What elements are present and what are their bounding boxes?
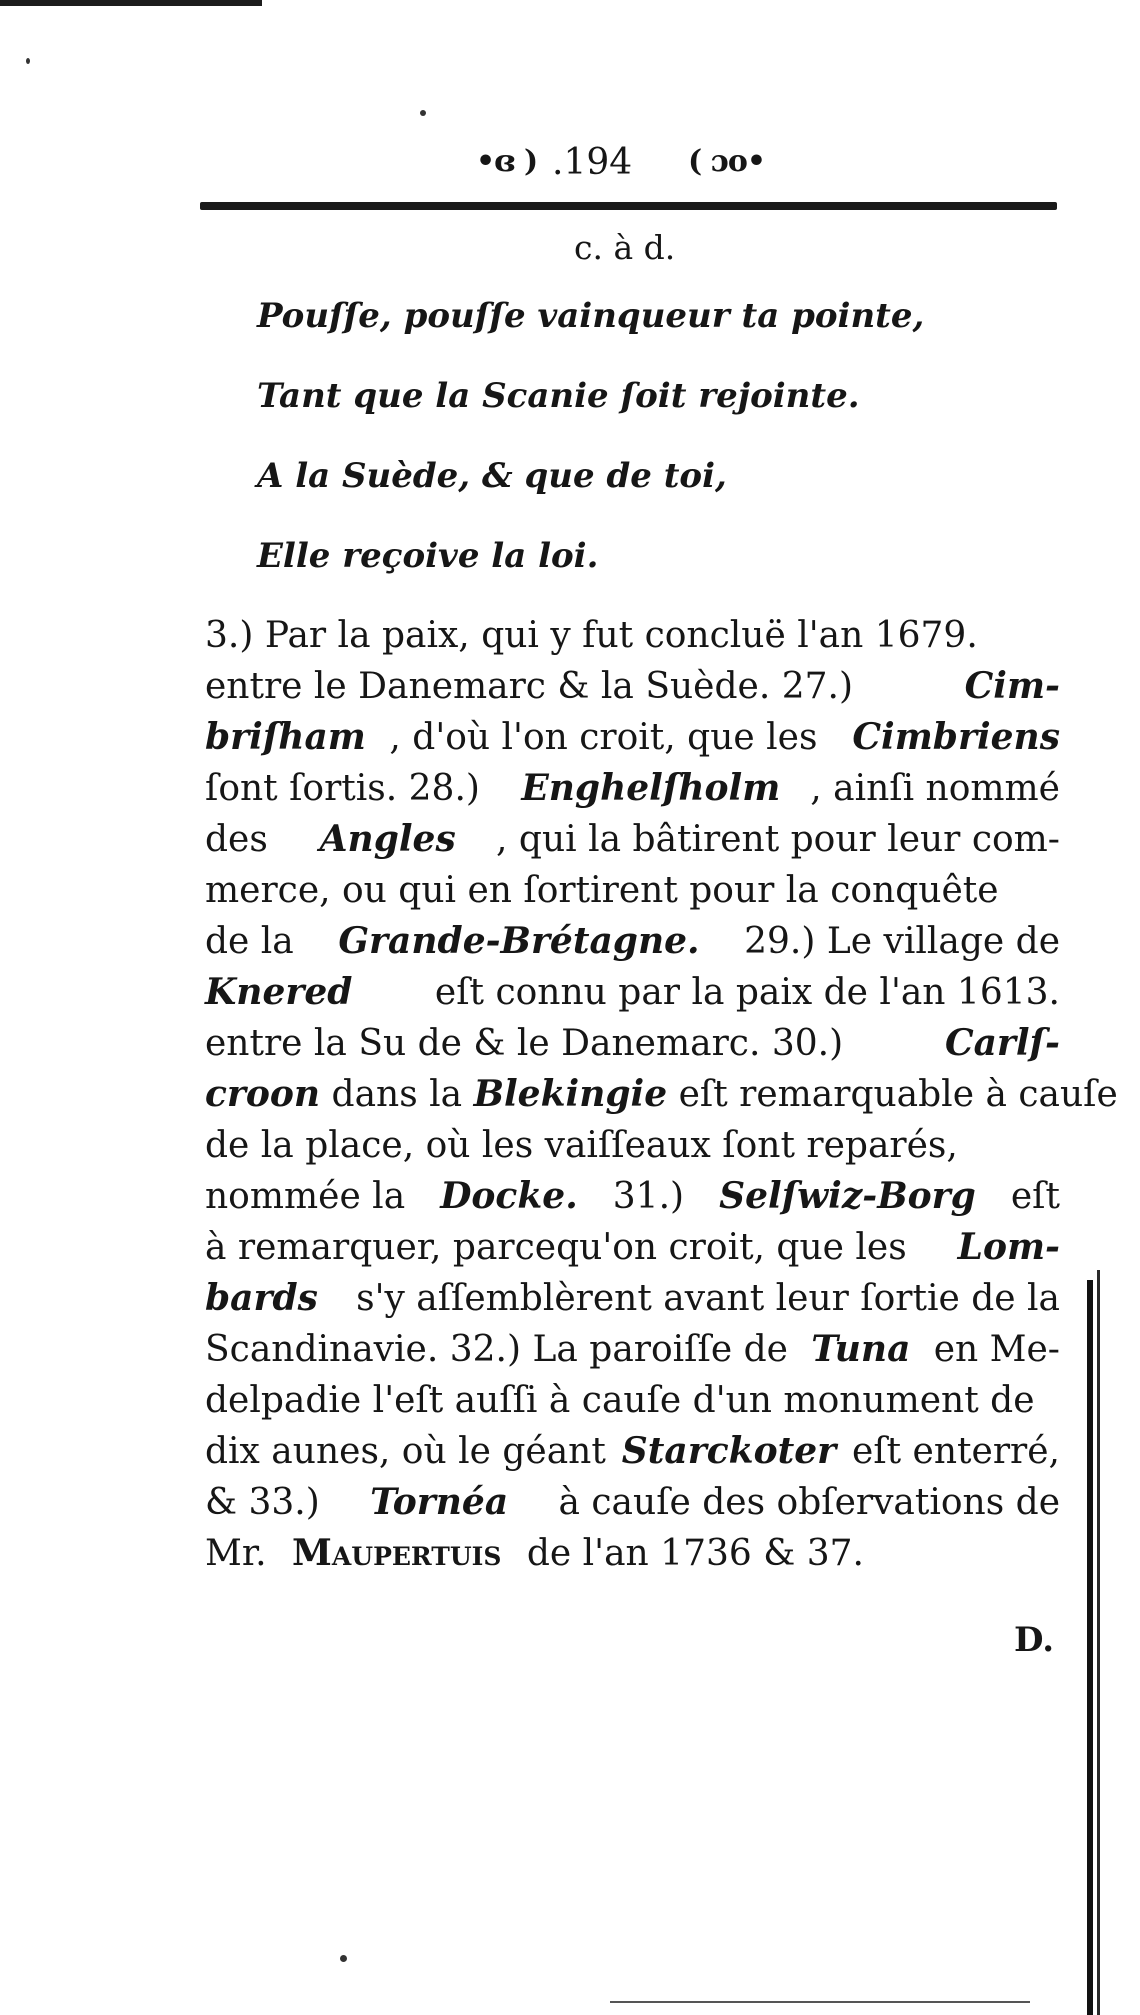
ink-speck: [340, 1955, 347, 1962]
text-line: [205, 916, 1060, 967]
italic-term: croon: [205, 1073, 321, 1115]
verse-line: Tant que la Scanie ſoit rejointe.: [257, 376, 860, 416]
text-run: Scandinavie. 32.) La paroiſſe de: [205, 1329, 800, 1370]
text-line: [205, 1018, 1060, 1069]
text-run: à remarquer, parcequ'on croit, que les: [205, 1227, 919, 1268]
ink-speck: [26, 58, 30, 64]
text-run: eſt connu par la paix de l'an 1613.: [423, 972, 1060, 1013]
text-line: [205, 814, 1060, 865]
binding-shadow-inner: [1097, 1270, 1100, 2015]
catchword: D.: [1014, 1620, 1055, 1660]
verse-line: Pouſſe, pouſſe vainqueur ta pointe,: [257, 296, 925, 336]
text-line: [205, 1426, 1060, 1477]
text-line: [205, 1222, 1060, 1273]
italic-term: Angles: [319, 818, 456, 860]
header-ornament-right: ( ɔo•: [688, 144, 766, 179]
text-line: [205, 1120, 1060, 1171]
text-line: [205, 1324, 1060, 1375]
text-line: [205, 1171, 1060, 1222]
italic-term: Carlſ-: [944, 1022, 1060, 1064]
italic-term: Grande-Brétagne.: [338, 920, 700, 962]
text-run: delpadie l'eſt auſſi à cauſe d'un monument de: [205, 1380, 1035, 1421]
text-run: s'y aſſemblèrent avant leur ſortie de la: [344, 1278, 1060, 1319]
ink-speck: [420, 110, 426, 116]
text-line: [205, 1477, 1060, 1528]
text-line: [205, 967, 1060, 1018]
text-run: entre la Su de & le Danemarc. 30.): [205, 1023, 855, 1064]
text-line: [205, 1069, 1118, 1120]
page-number: .194: [552, 142, 633, 183]
subtitle: c. à d.: [574, 228, 676, 267]
italic-term: Starckoter: [621, 1430, 837, 1472]
text-run: nommée la: [205, 1176, 417, 1217]
verse-line: Elle reçoive la loi.: [257, 536, 599, 576]
text-line: [205, 1273, 1060, 1324]
italic-term: Cimbriens: [852, 716, 1060, 758]
text-line: [205, 865, 1060, 916]
text-line: [205, 1528, 1060, 1579]
text-run: 31.): [601, 1176, 696, 1217]
text-run: à cauſe des obſervations de: [547, 1482, 1060, 1523]
italic-term: Docke.: [440, 1175, 578, 1217]
text-run: & 33.): [205, 1482, 332, 1523]
italic-term: Tuna: [811, 1328, 911, 1370]
text-run: de la: [205, 921, 306, 962]
text-run: eſt: [999, 1176, 1060, 1217]
italic-term: Enghelſholm: [521, 767, 781, 809]
text-line: [205, 763, 1060, 814]
verse-line: A la Suède, & que de toi,: [257, 456, 727, 496]
text-run: ſont ſortis. 28.): [205, 768, 492, 809]
small-caps-name: Maupertuis: [292, 1532, 502, 1574]
text-line: [205, 661, 1060, 712]
text-run: 29.) Le village de: [732, 921, 1060, 962]
text-run: Mr.: [205, 1533, 279, 1574]
text-run: , ainſi nommé: [810, 768, 1060, 809]
header-rule: [200, 202, 1057, 210]
text-run: eſt remarquable à cauſe: [667, 1074, 1118, 1115]
text-run: eſt enterré,: [840, 1431, 1060, 1472]
italic-term: Selſwiz-Borg: [719, 1175, 976, 1217]
text-run: 3.) Par la paix, qui y fut concluë l'an 1679.: [205, 615, 978, 656]
running-header: [0, 142, 1140, 192]
italic-term: Tornéa: [370, 1481, 509, 1523]
binding-shadow: [1087, 1280, 1093, 2015]
text-run: de l'an 1736 & 37.: [515, 1533, 864, 1574]
text-run: des: [205, 819, 280, 860]
bottom-edge-line: [610, 2001, 1030, 2003]
body-text: [205, 610, 1118, 1579]
italic-term: Cim-: [964, 665, 1060, 707]
text-run: entre le Danemarc & la Suède. 27.): [205, 666, 865, 707]
italic-term: Lom-: [957, 1226, 1060, 1268]
italic-term: Knered: [205, 971, 353, 1013]
text-run: merce, ou qui en ſortirent pour la conquête: [205, 870, 999, 911]
page-top-edge: [0, 0, 262, 6]
italic-term: bards: [205, 1277, 318, 1319]
text-run: , d'où l'on croit, que les: [389, 717, 829, 758]
text-line: [205, 610, 1060, 661]
italic-term: Blekingie: [473, 1073, 668, 1115]
italic-term: briſham: [205, 716, 366, 758]
text-run: en Me-: [922, 1329, 1060, 1370]
text-run: , qui la bâtirent pour leur com-: [496, 819, 1060, 860]
header-ornament-left: •ɞ ): [476, 144, 538, 179]
text-run: dans la: [320, 1074, 474, 1115]
text-run: de la place, où les vaiſſeaux ſont reparés,: [205, 1125, 958, 1166]
text-line: [205, 1375, 1060, 1426]
text-run: dix aunes, où le géant: [205, 1431, 618, 1472]
text-line: [205, 712, 1060, 763]
